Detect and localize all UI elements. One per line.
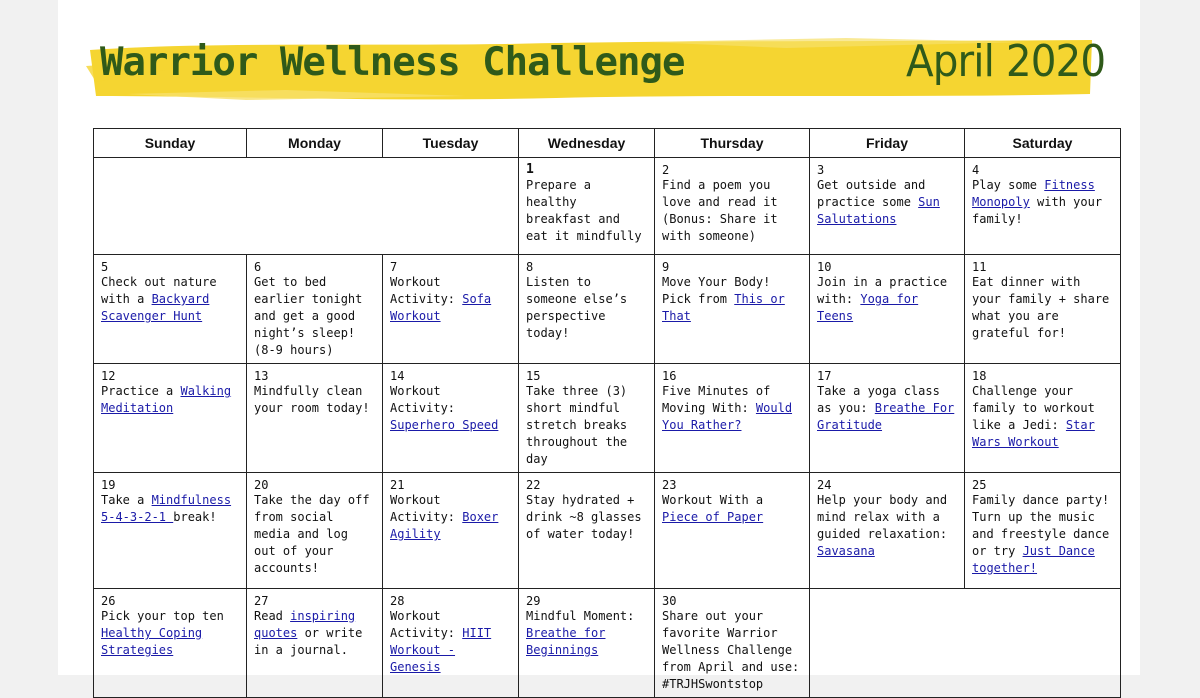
- day-cell-28: [383, 589, 519, 698]
- day-text-post: with your family!: [972, 195, 1103, 226]
- day-number: 13: [254, 369, 269, 383]
- day-number: 30: [662, 594, 677, 608]
- day-number: 22: [526, 478, 541, 492]
- day-text: Take the day off from social media and log out of your accounts!: [254, 493, 370, 575]
- day-text: Workout Activity:: [390, 384, 456, 415]
- healthy-coping-strategies-link[interactable]: Healthy Coping Strategies: [101, 626, 203, 657]
- day-text: Read: [254, 609, 291, 623]
- day-number: 10: [817, 260, 832, 274]
- day-cell-23: [655, 473, 810, 589]
- day-cell-2: [655, 158, 810, 255]
- sofa-workout-link[interactable]: Sofa Workout: [390, 292, 492, 323]
- backyard-scavenger-hunt-link[interactable]: Backyard Scavenger Hunt: [101, 292, 210, 323]
- day-cell-24: [810, 473, 965, 589]
- weekday-thursday: Thursday: [655, 129, 810, 158]
- breathe-for-gratitude-link[interactable]: Breathe For Gratitude: [817, 401, 955, 432]
- day-text-post: break!: [173, 510, 217, 524]
- day-cell-1: [519, 158, 655, 255]
- day-text: Workout Activity:: [390, 275, 463, 306]
- walking-meditation-link[interactable]: Walking Meditation: [101, 384, 232, 415]
- day-text: Workout With a: [662, 493, 764, 507]
- day-text: Practice a: [101, 384, 181, 398]
- day-cell-25: [965, 473, 1121, 589]
- day-number: 26: [101, 594, 116, 608]
- month-title: April 2020: [906, 36, 1106, 87]
- day-number: 20: [254, 478, 269, 492]
- weekday-monday: Monday: [247, 129, 383, 158]
- day-number: 8: [526, 260, 534, 274]
- day-cell-22: [519, 473, 655, 589]
- just-dance-link[interactable]: Just Dance together!: [972, 544, 1095, 575]
- day-cell-6: [247, 255, 383, 364]
- day-cell-12: [94, 364, 247, 473]
- day-text: Prepare a healthy breakfast and eat it mindfully: [526, 178, 642, 243]
- day-text: Check out nature with a: [101, 275, 217, 306]
- weekday-friday: Friday: [810, 129, 965, 158]
- week-row: [94, 158, 1121, 255]
- day-number: 19: [101, 478, 116, 492]
- day-cell-19: [94, 473, 247, 589]
- page-title: Warrior Wellness Challenge: [100, 40, 685, 85]
- day-text: Challenge your family to workout like a Jedi:: [972, 384, 1095, 432]
- day-number: 17: [817, 369, 832, 383]
- day-text: Pick your top ten: [101, 609, 224, 623]
- empty-cell: [94, 158, 519, 255]
- day-number: 25: [972, 478, 987, 492]
- day-cell-27: [247, 589, 383, 698]
- day-text: Family dance party! Turn up the music and freestyle dance or try: [972, 493, 1110, 558]
- fitness-monopoly-link[interactable]: Fitness Monopoly: [972, 178, 1095, 209]
- day-cell-20: [247, 473, 383, 589]
- day-text-post: or write in a journal.: [254, 626, 363, 657]
- week-row: [94, 589, 1121, 698]
- day-text: Help your body and mind relax with a guided relaxation:: [817, 493, 948, 541]
- boxer-agility-link[interactable]: Boxer Agility: [390, 510, 499, 541]
- day-cell-8: [519, 255, 655, 364]
- day-number: 12: [101, 369, 116, 383]
- day-cell-13: [247, 364, 383, 473]
- day-cell-15: [519, 364, 655, 473]
- day-number: 6: [254, 260, 262, 274]
- day-number: 21: [390, 478, 405, 492]
- day-number: 27: [254, 594, 269, 608]
- day-text: Listen to someone else’s perspective today!: [526, 275, 628, 340]
- day-number: 11: [972, 260, 987, 274]
- day-cell-30: [655, 589, 810, 698]
- day-text: Mindful Moment:: [526, 609, 635, 623]
- day-text: Five Minutes of Moving With:: [662, 384, 771, 415]
- day-cell-26: [94, 589, 247, 698]
- day-number: 29: [526, 594, 541, 608]
- day-cell-9: [655, 255, 810, 364]
- weekday-sunday: Sunday: [94, 129, 247, 158]
- day-cell-14: [383, 364, 519, 473]
- day-cell-4: [965, 158, 1121, 255]
- weekday-tuesday: Tuesday: [383, 129, 519, 158]
- day-number: 23: [662, 478, 677, 492]
- day-cell-10: [810, 255, 965, 364]
- day-text: Workout Activity:: [390, 493, 463, 524]
- day-text: Get outside and practice some: [817, 178, 926, 209]
- day-text: Find a poem you love and read it: [662, 178, 778, 209]
- day-cell-21: [383, 473, 519, 589]
- calendar-grid: [93, 128, 1121, 698]
- sun-salutations-link[interactable]: Sun Salutations: [817, 195, 940, 226]
- day-text: Take three (3) short mindful stretch breaks throughout the day: [526, 384, 628, 466]
- day-cell-5: [94, 255, 247, 364]
- day-bonus-text: (Bonus: Share it with someone): [662, 212, 778, 243]
- day-cell-11: [965, 255, 1121, 364]
- day-number: 28: [390, 594, 405, 608]
- day-text: Join in a practice with:: [817, 275, 948, 306]
- empty-cell: [810, 589, 1121, 698]
- day-text: Play some: [972, 178, 1045, 192]
- day-text: Move Your Body! Pick from: [662, 275, 771, 306]
- day-text: Stay hydrated + drink ~8 glasses of water today!: [526, 493, 642, 541]
- day-cell-3: [810, 158, 965, 255]
- breathe-for-beginnings-link[interactable]: Breathe for Beginnings: [526, 626, 606, 657]
- superhero-speed-link[interactable]: Superhero Speed: [390, 418, 499, 432]
- day-text: Eat dinner with your family + share what you are grateful for!: [972, 275, 1110, 340]
- week-row: [94, 473, 1121, 589]
- day-number: 1: [526, 162, 534, 177]
- this-or-that-link[interactable]: This or That: [662, 292, 785, 323]
- weekday-saturday: Saturday: [965, 129, 1121, 158]
- day-number: 16: [662, 369, 677, 383]
- inspiring-quotes-link[interactable]: inspiring quotes: [254, 609, 356, 640]
- day-number: 14: [390, 369, 405, 383]
- day-text: Mindfully clean your room today!: [254, 384, 370, 415]
- week-row: [94, 364, 1121, 473]
- hiit-workout-genesis-link[interactable]: HIIT Workout - Genesis: [390, 626, 492, 674]
- day-number: 2: [662, 163, 670, 177]
- calendar-page: [58, 0, 1140, 691]
- day-number: 5: [101, 260, 109, 274]
- day-number: 4: [972, 163, 980, 177]
- would-you-rather-link[interactable]: Would You Rather?: [662, 401, 793, 432]
- day-cell-17: [810, 364, 965, 473]
- day-number: 9: [662, 260, 670, 274]
- day-number: 24: [817, 478, 832, 492]
- day-text: Take a yoga class as you:: [817, 384, 940, 415]
- yoga-for-teens-link[interactable]: Yoga for Teens: [817, 292, 919, 323]
- day-number: 7: [390, 260, 398, 274]
- mindfulness-54321-link[interactable]: Mindfulness 5-4-3-2-1: [101, 493, 232, 524]
- weekday-header-row: [94, 129, 1121, 158]
- day-number: 3: [817, 163, 825, 177]
- day-cell-16: [655, 364, 810, 473]
- star-wars-workout-link[interactable]: Star Wars Workout: [972, 418, 1095, 449]
- day-cell-18: [965, 364, 1121, 473]
- day-cell-7: [383, 255, 519, 364]
- day-text: Share out your favorite Warrior Wellness Challenge from April and use: #TRJHSwontstop: [662, 609, 800, 691]
- piece-of-paper-link[interactable]: Piece of Paper: [662, 510, 764, 524]
- savasana-link[interactable]: Savasana: [817, 544, 875, 558]
- day-text: Take a: [101, 493, 152, 507]
- weekday-wednesday: Wednesday: [519, 129, 655, 158]
- day-number: 18: [972, 369, 987, 383]
- day-cell-29: [519, 589, 655, 698]
- week-row: [94, 255, 1121, 364]
- day-number: 15: [526, 369, 541, 383]
- day-text: Workout Activity:: [390, 609, 463, 640]
- day-text: Get to bed earlier tonight and get a good night’s sleep! (8-9 hours): [254, 275, 363, 357]
